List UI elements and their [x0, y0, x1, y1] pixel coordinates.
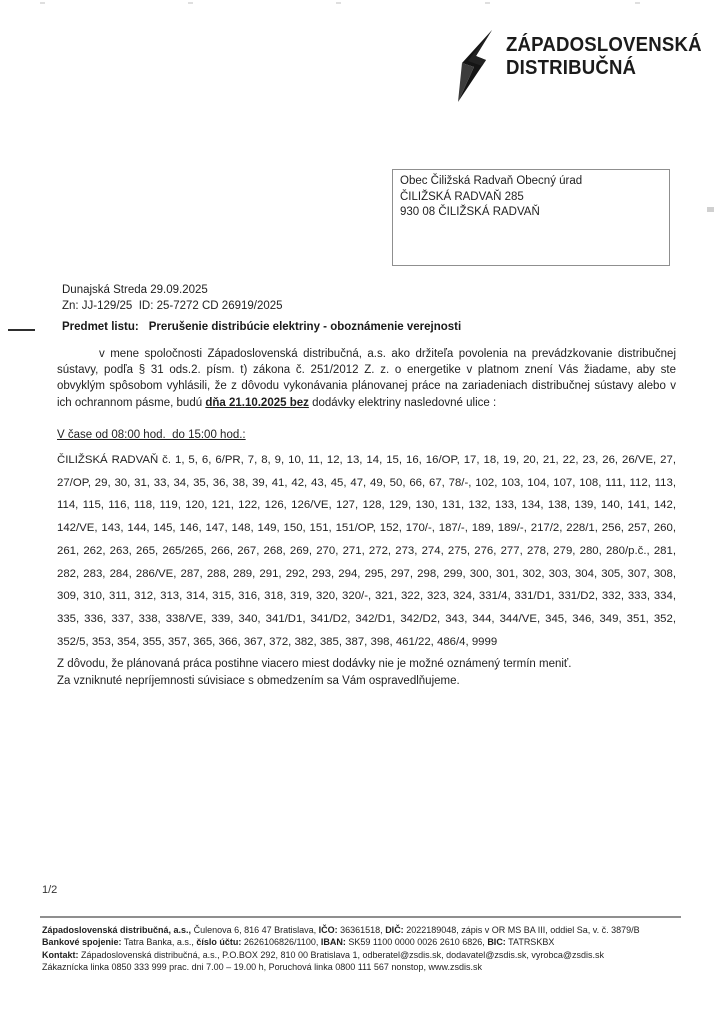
- footer-divider: [40, 916, 681, 918]
- footer-label: BIC:: [487, 937, 506, 948]
- subject-text: Prerušenie distribúcie elektriny - oboznámenie verejnosti: [148, 321, 462, 333]
- scan-artifact: [40, 2, 45, 4]
- footer-text: SK59 1100 0000 0026 2610 6826,: [345, 937, 488, 948]
- closing-line2: Za vzniknuté nepríjemnosti súvisiace s obmedzením sa Vám ospravedlňujeme.: [57, 674, 460, 687]
- footer-label: DIČ:: [385, 925, 404, 935]
- footer-text: 2626106826/1100,: [241, 937, 321, 948]
- footer-text: TATRSKBX: [505, 937, 555, 948]
- page-number: 1/2: [42, 884, 58, 896]
- subject-line: [62, 321, 461, 333]
- footer-line: [42, 949, 680, 961]
- footer-label: IBAN:: [320, 937, 346, 948]
- intro-text-part2: dodávky elektriny nasledovné ulice :: [308, 396, 497, 409]
- outage-date: dňa 21.10.2025 bez: [205, 396, 309, 409]
- company-logo-text: [506, 34, 702, 80]
- fold-mark-left: [8, 329, 35, 331]
- affected-addresses: [57, 449, 676, 653]
- place-date: Dunajská Streda 29.09.2025: [62, 284, 208, 296]
- scan-artifact: [485, 2, 490, 4]
- footer-text: Čulenova 6, 816 47 Bratislava,: [191, 925, 319, 935]
- footer-text: 2022189048, zápis v OR MS BA III, oddiel Sa, v. č. 3879/B: [403, 925, 640, 935]
- closing-line1: Z dôvodu, že plánovaná práca postihne viacero miest dodávky nie je možné oznámený termín meniť.: [57, 658, 572, 670]
- footer-lines: [42, 924, 680, 974]
- footer-text: Západoslovenská distribučná, a.s., P.O.BOX 292, 810 00 Bratislava 1, odberatel@zsdis.sk, dodavatel@zsdis.sk, vyrobca@zsdis.sk: [78, 949, 604, 960]
- scan-artifact: [188, 2, 193, 4]
- footer-label: Kontakt:: [42, 949, 79, 960]
- intro-text-part1: v mene spoločnosti Západoslovenská distribučná, a.s. ako držiteľa povolenia na prevádzkovanie distribučnej sústavy, podľa § 31 ods.2. písm. t) zákona č. 251/2012 Z. z. o energetike v platnom znení Vás žiadame, aby ste obvyklým spôsobom vyhlásili, že z dôvodu vykonávania plánovanej práce na zariadeniach distribučnej sústavy alebo v ich ochrannom pásme, budú: [57, 348, 676, 409]
- footer-label: Bankové spojenie:: [42, 937, 122, 948]
- recipient-line1: Obec Čiližská Radvaň Obecný úrad: [400, 175, 583, 187]
- intro-paragraph: [57, 346, 676, 411]
- footer-label: číslo účtu:: [196, 937, 242, 948]
- address-list-text: ČILIŽSKÁ RADVAŇ č. 1, 5, 6, 6/PR, 7, 8, 9, 10, 11, 12, 13, 14, 15, 16, 16/OP, 17, 18, 19, 20, 21, 22, 23, 26, 26/VE, 27, 27/OP, 29, 30, 31, 33, 34, 35, 36, 38, 39, 41, 42, 43, 45, 47, 49, 50, 66, 67, 78/-, 102, 103, 104, 107, 108, 111, 112, 113, 114, 115, 116, 118, 119, 120, 121, 122, 126, 126/VE, 127, 128, 129, 130, 131, 132, 133, 134, 138, 139, 140, 141, 142, 142/VE, 143, 144, 145, 146, 147, 148, 149, 150, 151, 151/OP, 152, 170/-, 187/-, 189, 189/-, 217/2, 228/1, 256, 257, 260, 261, 262, 263, 265, 265/265, 266, 267, 268, 269, 270, 271, 272, 273, 274, 275, 276, 277, 278, 279, 280, 280/p.č., 281, 282, 283, 284, 286/VE, 287, 288, 289, 291, 292, 293, 294, 295, 297, 298, 299, 300, 301, 302, 303, 304, 305, 307, 308, 309, 310, 311, 312, 313, 314, 315, 316, 318, 319, 320, 320/-, 321, 322, 323, 324, 331/4, 331/D1, 331/D2, 332, 333, 334, 335, 336, 337, 338, 338/VE, 339, 340, 341/D1, 341/D2, 342/D1, 342/D2, 343, 344, 344/VE, 345, 346, 349, 351, 352, 352/5, 353, 354, 355, 357, 365, 366, 367, 372, 382, 385, 387, 398, 461/22, 486/4, 9999: [57, 454, 676, 648]
- footer-text: 36361518,: [337, 925, 386, 935]
- recipient-line2: ČILIŽSKÁ RADVAŇ 285: [400, 190, 524, 203]
- recipient-line3: 930 08 ČILIŽSKÁ RADVAŇ: [400, 206, 540, 218]
- subject-label: Predmet listu:: [62, 321, 139, 333]
- fold-mark-right: [707, 207, 714, 212]
- logo-line1: ZÁPADOSLOVENSKÁ: [506, 34, 702, 56]
- recipient-address-box: [392, 169, 670, 266]
- lightning-bolt-icon: [452, 30, 496, 102]
- footer-label: IČO:: [318, 925, 338, 935]
- letter-meta: [62, 282, 283, 314]
- reference-number: Zn: JJ-129/25 ID: 25-7272 CD 26919/2025: [62, 300, 283, 312]
- closing-paragraph: [57, 656, 571, 689]
- footer-text: Zákaznícka linka 0850 333 999 prac. dni 7.00 – 19.00 h, Poruchová linka 0800 111 567 nonstop, www.zsdis.sk: [42, 962, 482, 973]
- footer-line: [42, 936, 680, 948]
- footer-line: [42, 924, 680, 936]
- footer-text: Tatra Banka, a.s.,: [121, 937, 197, 948]
- logo-line2: DISTRIBUČNÁ: [506, 57, 637, 79]
- scan-artifact: [635, 2, 640, 4]
- company-logo: [452, 30, 716, 102]
- outage-time-range: V čase od 08:00 hod. do 15:00 hod.:: [57, 429, 246, 441]
- footer-label: Západoslovenská distribučná, a.s.,: [42, 925, 192, 935]
- footer-line: [42, 961, 680, 973]
- scan-artifact: [336, 2, 341, 4]
